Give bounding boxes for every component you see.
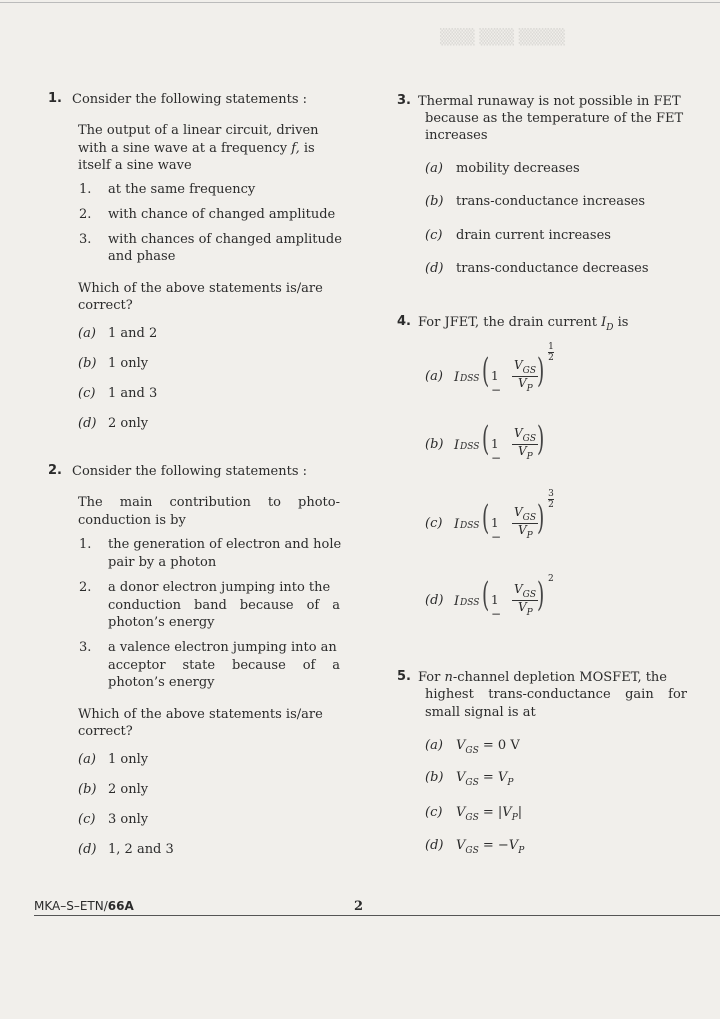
question-stem: highest trans-conductance gain for [425,687,687,702]
question-stem: increases [425,128,488,143]
item-text: acceptor state because of a [108,658,340,673]
option-label: (a) [78,752,96,767]
option-text: 1, 2 and 3 [108,842,174,857]
top-edge [0,2,720,3]
item-text: a valence electron jumping into an [108,640,337,655]
question-intro: Consider the following statements : [72,92,308,107]
option-label: (a) [78,326,96,341]
option-text: trans-conductance increases [456,194,646,209]
option-label: (d) [425,261,444,276]
option-label: (b) [425,437,444,452]
option-label: (b) [425,770,444,785]
question-text: correct? [78,724,133,739]
statement-line: conduction is by [78,513,186,528]
page-number: 2 [354,899,364,914]
question-stem: For n-channel depletion MOSFET, the [418,670,668,685]
option-text: $V_{GS} = |V_P|$ [456,805,523,823]
option-label: (c) [78,386,96,401]
item-number: 2. [79,580,92,595]
option-text: 1 and 2 [108,326,158,341]
statement-line: The main contribution to photo- [78,495,340,510]
item-text: photon’s energy [108,675,215,690]
question-number: 4. [397,314,411,329]
option-label: (d) [78,842,97,857]
option-text: 2 only [108,416,149,431]
option-text: 1 and 3 [108,386,158,401]
item-number: 2. [79,207,92,222]
statement-line: with a sine wave at a frequency f, is [78,141,315,156]
option-label: (a) [425,738,443,753]
item-text: pair by a photon [108,555,217,570]
item-text: a donor electron jumping into the [108,580,331,595]
option-text: trans-conductance decreases [456,261,649,276]
option-label: (a) [425,369,443,384]
option-text: 3 only [108,812,149,827]
question-text: Which of the above statements is/are [78,281,323,296]
item-text: with chances of changed amplitude [108,232,342,247]
footer-rule [34,915,720,916]
item-text: with chance of changed amplitude [108,207,336,222]
question-text: Which of the above statements is/are [78,707,323,722]
option-label: (c) [425,228,443,243]
option-text: drain current increases [456,228,611,243]
question-number: 5. [397,669,411,684]
option-label: (c) [78,812,96,827]
item-number: 1. [79,537,92,552]
option-text: $V_{GS} = -V_P$ [456,838,525,856]
option-text: $V_{GS} = V_P$ [456,770,514,788]
question-stem: small signal is at [425,705,536,720]
question-stem: Thermal runaway is not possible in FET [418,94,681,109]
question-stem: For JFET, the drain current $I_D$ is [418,315,629,333]
option-text: 1 only [108,356,149,371]
statement-line: itself a sine wave [78,158,192,173]
option-label: (a) [425,161,443,176]
option-text: mobility decreases [456,161,580,176]
question-stem: because as the temperature of the FET [425,111,684,126]
item-text: photon’s energy [108,615,215,630]
question-intro: Consider the following statements : [72,464,308,479]
option-label: (b) [78,356,97,371]
option-label: (c) [425,805,443,820]
option-label: (b) [425,194,444,209]
item-text: at the same frequency [108,182,256,197]
option-text: $V_{GS} = 0$ V [456,738,520,756]
paper-code: MKA–S–ETN/66A [34,899,134,913]
option-label: (d) [425,838,444,853]
question-number: 3. [397,93,411,108]
item-text: the generation of electron and hole [108,537,342,552]
question-text: correct? [78,298,133,313]
question-number: 2. [48,463,62,478]
statement-line: The output of a linear circuit, driven [78,123,319,138]
item-text: and phase [108,249,176,264]
option-label: (d) [78,416,97,431]
question-number: 1. [48,91,62,106]
option-label: (c) [425,516,443,531]
option-text: 2 only [108,782,149,797]
option-text: 1 only [108,752,149,767]
option-label: (b) [78,782,97,797]
item-number: 3. [79,640,92,655]
item-text: conduction band because of a [108,598,340,613]
bleed-through-text: ▒▒▒ ▒▒▒ ▒▒▒▒ [440,28,565,46]
item-number: 1. [79,182,92,197]
item-number: 3. [79,232,92,247]
option-label: (d) [425,593,444,608]
